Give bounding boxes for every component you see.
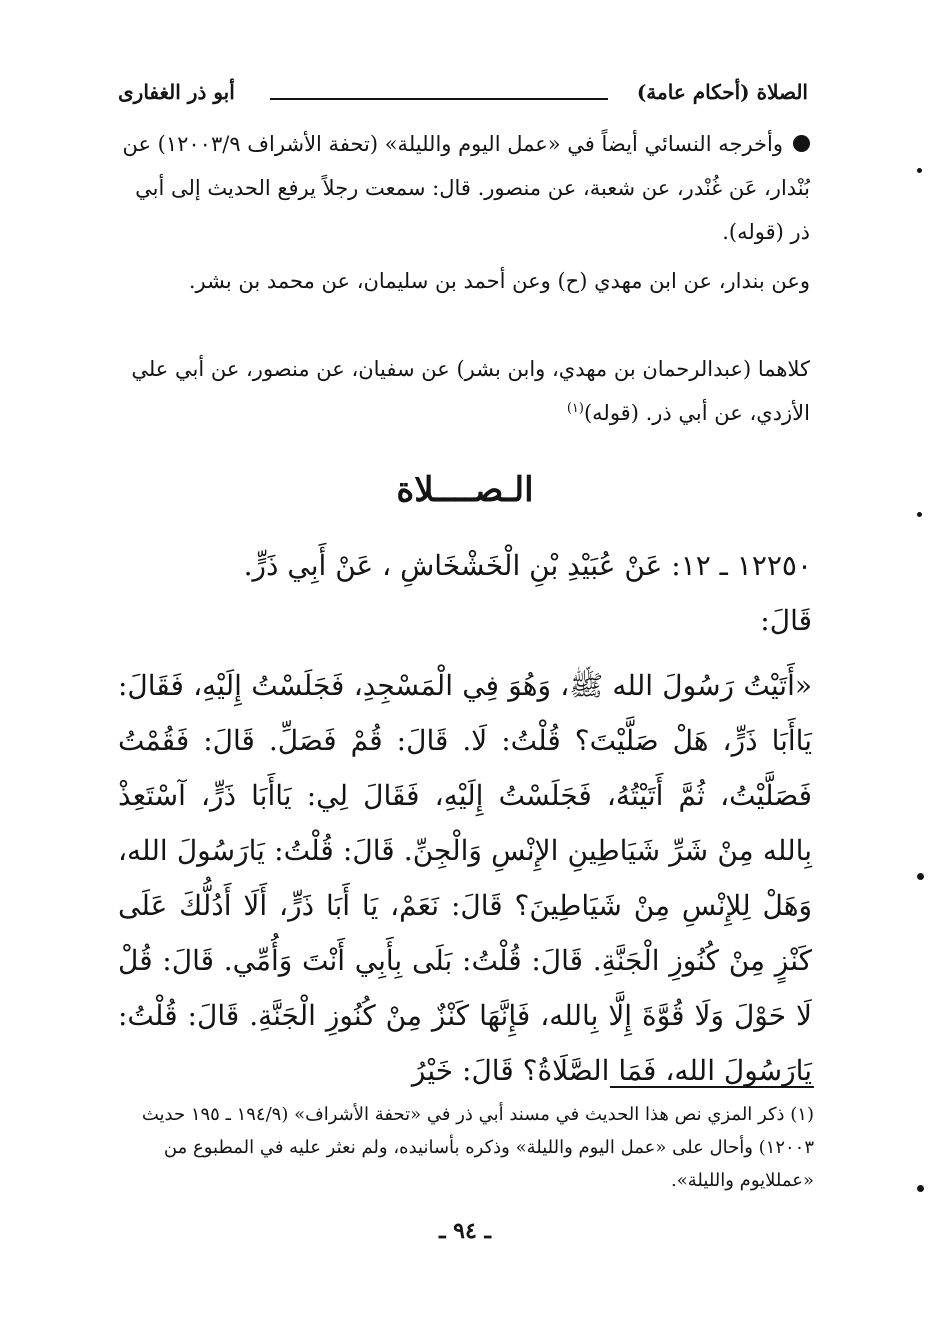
page-number: ـ ٩٤ ـ [439,1218,491,1244]
intro-paragraph-1 [118,122,810,254]
intro-paragraph-3-text: كلاهما (عبدالرحمان بن مهدي، وابن بشر) عن سفيان، عن منصور، عن أبي علي الأزدي، عن أبي ذر. (قوله) [131,357,810,425]
header-chapter: الصلاة (أحكام عامة) [636,80,808,104]
hadith-text: «أَتَيْتُ رَسُولَ الله ﷺ، وَهُوَ فِي الْمَسْجِدِ، فَجَلَسْتُ إِلَيْهِ، فَقَالَ: يَاأَبَا ذَرٍّ، هَلْ صَلَّيْتَ؟ قُلْتُ: لَا. قَالَ: قُمْ فَصَلِّ. قَالَ: فَقُمْتُ فَصَلَّيْتُ، ثُمَّ أَتَيْتُهُ، فَجَلَسْتُ إِلَيْهِ، فَقَالَ لِي: يَاأَبَا ذَرٍّ، آسْتَعِذْ بِالله مِنْ شَرِّ شَيَاطِينِ الإِنْسِ وَالْجِنِّ. قَالَ: قُلْتُ: يَارَسُولَ الله، وَهَلْ لِلإِنْسِ مِنْ شَيَاطِينَ؟ قَالَ: نَعَمْ، يَا أَبَا ذَرٍّ، أَلَا أَدُلُّكَ عَلَى كَنْزٍ مِنْ كُنُوزِ الْجَنَّةِ. قَالَ: قُلْتُ: بَلَى بِأَبِي أَنْتَ وَأُمِّي. قَالَ: قُلْ لَا حَوْلَ وَلَا قُوَّةَ إِلَّا بِالله، فَإِنَّهَا كَنْزٌ مِنْ كُنُوزِ الْجَنَّةِ. قَالَ: قُلْتُ: يَارَسُولَ الله، فَمَا الصَّلَاةُ؟ قَالَ: خَيْرُ [118,669,812,1087]
section-title: الـصــــلاة [396,470,534,510]
hadith-qala: قَالَ: [760,604,812,637]
intro-paragraph-1-text: وأخرجه النسائي أيضاً في «عمل اليوم والليلة» (تحفة الأشراف ١٢٠٠٣/٩) عن بُنْدار، عَن غُنْدر، عن شعبة، عن منصور. قال: سمعت رجلاً يرفع الحديث إلى أبي ذر (قوله). [122,132,810,244]
footnote-reference: (١) [566,401,584,416]
running-header [118,80,808,116]
hadith-number-line: ١٢٢٥٠ ـ ١٢: عَنْ عُبَيْدِ بْنِ الْخَشْخَاشِ ، عَنْ أَبِي ذَرٍّ. [243,549,812,582]
footnote: (١) ذكر المزي نص هذا الحديث في مسند أبي ذر في «تحفة الأشراف» (١٩٤/٩ ـ ١٩٥ حديث ١٢٠٠٣) وأحال على «عمل اليوم والليلة» وذكره بأسانيده، ولم نعثر عليه في المطبوع من «عمللايوم والليلة». [141,1104,814,1191]
bullet-icon [793,135,810,152]
scan-mark [917,873,924,880]
intro-paragraph-3 [118,347,810,435]
scan-mark [917,1185,924,1192]
header-rule [270,98,608,100]
footnote-rule [610,1086,814,1088]
scan-mark [917,512,922,517]
header-narrator: أبو ذر الغفارى [118,80,235,104]
scan-mark [917,168,922,173]
intro-paragraph-2: وعن بندار، عن ابن مهدي (ح) وعن أحمد بن سليمان، عن محمد بن بشر. [188,269,810,293]
